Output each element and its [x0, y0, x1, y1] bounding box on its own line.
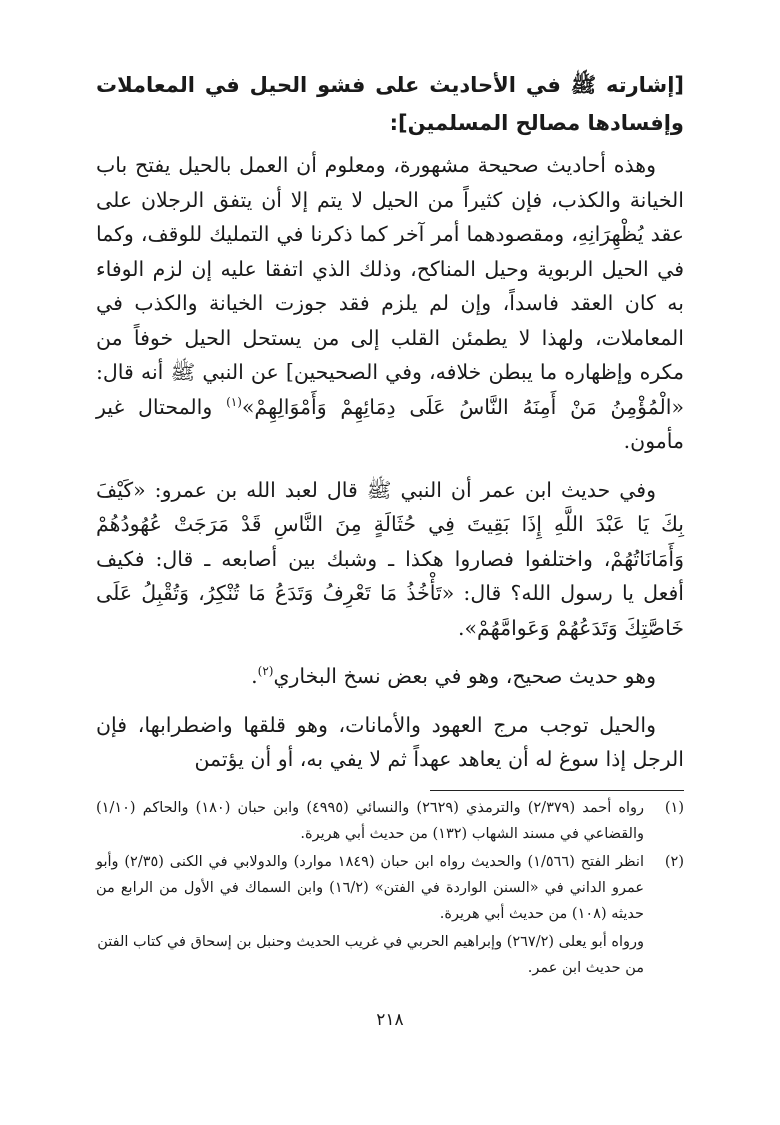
paragraph-1	[96, 148, 684, 459]
paragraph-1-end: والمحتال غير مأمون.	[96, 394, 684, 453]
page-body	[96, 66, 684, 777]
footnote-2-continuation: ورواه أبو يعلى (٢٦٧/٢) وإبراهيم الحربي في غريب الحديث وحنبل بن إسحاق في كتاب الفتن من حديث ابن عمر.	[97, 934, 644, 976]
paragraph-3-end: .	[251, 664, 258, 688]
footnotes	[96, 795, 684, 983]
footnote-divider	[430, 790, 684, 791]
paragraph-1-text: وهذه أحاديث صحيحة مشهورة، ومعلوم أن العمل بالحيل يفتح باب الخيانة والكذب، فإن كثيراً من الحيل لا يتم إلا أن يتفق الرجلان على عقد يُظْهِرَانِهِ، ومقصودهما أمر آخر كما ذكرنا في التمليك للوقف، وكما في الحيل الربوية وحيل المناكح، وذلك الذي اتفقا عليه إن لزم الوفاء به كان العقد فاسداً، وإن لم يلزم فقد جوزت الخيانة والكذب في المعاملات، ولهذا لا يطمئن القلب إلى من يستحل الحيل خوفاً من مكره وإظهاره ما يبطن خلافه، وفي الصحيحين] عن النبي ﷺ أنه قال: «الْمُؤْمِنُ مَنْ أَمِنَهُ النَّاسُ عَلَى دِمَائِهِمْ وَأَمْوَالِهِمْ»	[96, 153, 685, 419]
footnote-ref-1[interactable]: (١)	[226, 394, 242, 409]
footnote-2-number: (٢)	[664, 854, 684, 870]
paragraph-4: والحيل توجب مرج العهود والأمانات، وهو قلقها واضطرابها، فإن الرجل إذا سوغ له أن يعاهد عهداً ثم لا يفي به، أو أن يؤتمن	[96, 712, 684, 771]
paragraph-3	[96, 659, 684, 694]
footnote-2	[96, 849, 684, 927]
footnote-2-text: انظر الفتح (١/٥٦٦) والحديث رواه ابن حبان (١٨٤٩ موارد) والدولابي في الكنى (٢/٣٥) وأبو عمرو الداني في «السنن الواردة في الفتن» (١٦/٢) وابن السماك في الأول من الرابع من حديثه (١٠٨) من حديث أبي هريرة.	[96, 854, 644, 922]
footnote-ref-2[interactable]: (٢)	[257, 664, 274, 679]
footnote-1-text: رواه أحمد (٢/٣٧٩) والترمذي (٢٦٢٩) والنسائي (٤٩٩٥) وابن حبان (١٨٠) والحاكم (١/١٠) والقضاعي في مسند الشهاب (١٣٢) من حديث أبي هريرة.	[96, 800, 645, 842]
paragraph-3-text: وهو حديث صحيح، وهو في بعض نسخ البخاري	[273, 664, 656, 688]
page-number: ٢١٨	[376, 1010, 404, 1030]
paragraph-2: وفي حديث ابن عمر أن النبي ﷺ قال لعبد الله بن عمرو: «كَيْفَ بِكَ يَا عَبْدَ اللَّهِ إِذَا بَقِيتَ فِي حُثَالَةٍ مِنَ النَّاسِ قَدْ مَرَجَتْ عُهُودُهُمْ وَأَمَانَاتُهُمْ، واختلفوا فصاروا هكذا ـ وشبك بين أصابعه ـ قال: فكيف أفعل يا رسول الله؟ قال: «تَأْخُذُ مَا تَعْرِفُ وَتَدَعُ مَا تُنْكِرُ، وَتُقْبِلُ عَلَى خَاصَّتِكَ وَتَدَعُهُمْ وَعَوامَّهُمْ».	[96, 477, 684, 640]
section-heading: [إشارته ﷺ في الأحاديث على فشو الحيل في المعاملات وإفسادها مصالح المسلمين]:	[96, 73, 684, 135]
footnote-1	[96, 795, 684, 847]
footnote-1-number: (١)	[664, 800, 684, 816]
